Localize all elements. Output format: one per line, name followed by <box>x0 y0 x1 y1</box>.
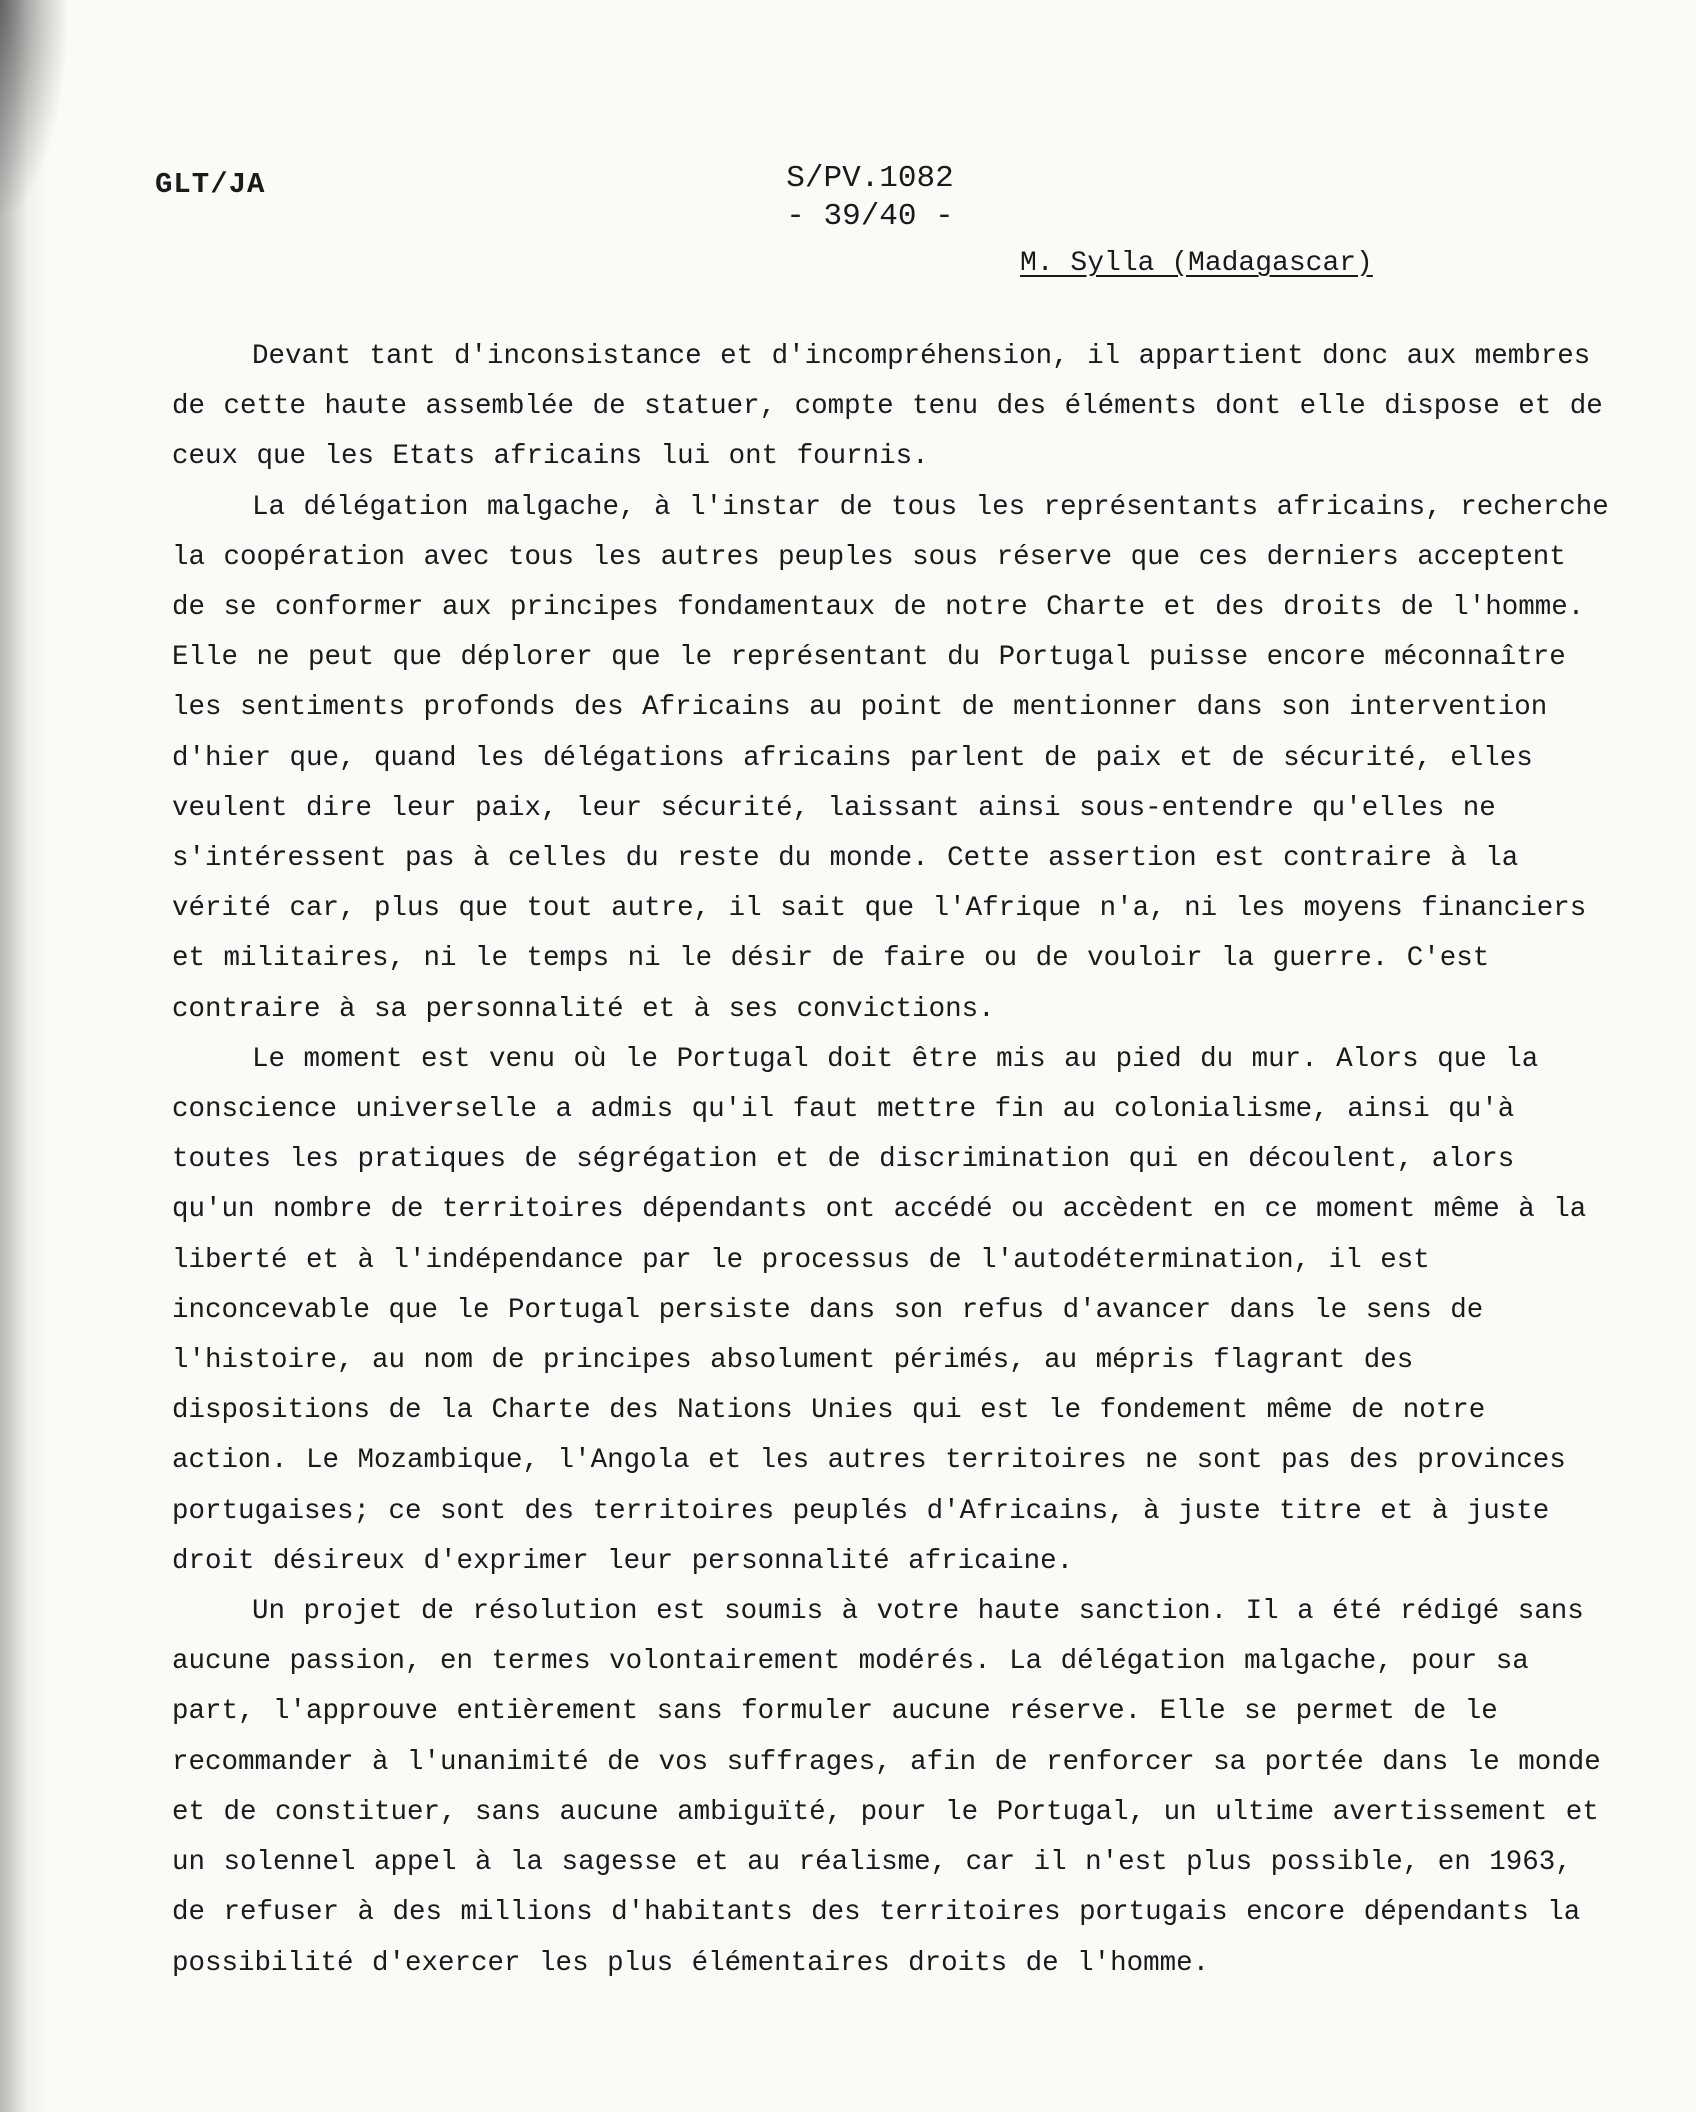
paragraph: La délégation malgache, à l'instar de tous les représentants africains, recherche la coopération avec tous les autres peuples sous réserve que ces derniers acceptent de se conformer aux principes fondamentaux de notre Charte et des droits de l'homme. Elle ne peut que déplorer que le représentant du Portugal puisse encore méconnaître les sentiments profonds des Africains au point de mentionner dans son intervention d'hier que, quand les délégations africains parlent de paix et de sécurité, elles veulent dire leur paix, leur sécurité, laissant ainsi sous-entendre qu'elles ne s'intéressent pas à celles du reste du monde. Cette assertion est contraire à la vérité car, plus que tout autre, il sait que l'Afrique n'a, ni les moyens financiers et militaires, ni le temps ni le désir de faire ou de vouloir la guerre. C'est contraire à sa personnalité et à ses convictions. <box>172 491 1609 1025</box>
paragraph: Un projet de résolution est soumis à votre haute sanction. Il a été rédigé sans aucune passion, en termes volontairement modérés. La délégation malgache, pour sa part, l'approuve entièrement sans formuler aucune réserve. Elle se permet de le recommander à l'unanimité de vos suffrages, afin de renforcer sa portée dans le monde et de constituer, sans aucune ambiguïté, pour le Portugal, un ultime avertissement et un solennel appel à la sagesse et au réalisme, car il n'est plus possible, en 1963, de refuser à des millions d'habitants des territoires portugais encore dépendants la possibilité d'exercer les plus élémentaires droits de l'homme. <box>172 1596 1601 1979</box>
document-header <box>770 160 970 236</box>
scan-corner-shadow <box>0 0 70 220</box>
typist-reference: GLT/JA <box>155 168 266 201</box>
page-number: - 39/40 - <box>786 199 954 234</box>
speaker-name: M. Sylla (Madagascar) <box>1020 248 1373 279</box>
speech-body <box>172 332 1612 1989</box>
paragraph: Devant tant d'inconsistance et d'incompréhension, il appartient donc aux membres de cette haute assemblée de statuer, compte tenu des éléments dont elle dispose et de ceux que les Etats africains lui ont fournis. <box>172 341 1603 473</box>
document-symbol: S/PV.1082 <box>786 161 954 196</box>
paragraph: Le moment est venu où le Portugal doit être mis au pied du mur. Alors que la conscience universelle a admis qu'il faut mettre fin au colonialisme, ainsi qu'à toutes les pratiques de ségrégation et de discrimination qui en découlent, alors qu'un nombre de territoires dépendants ont accédé ou accèdent en ce moment même à la liberté et à l'indépendance par le processus de l'autodétermination, il est inconcevable que le Portugal persiste dans son refus d'avancer dans le sens de l'histoire, au nom de principes absolument périmés, au mépris flagrant des dispositions de la Charte des Nations Unies qui est le fondement même de notre action. Le Mozambique, l'Angola et les autres territoires ne sont pas des provinces portugaises; ce sont des territoires peuplés d'Africains, à juste titre et à juste droit désireux d'exprimer leur personnalité africaine. <box>172 1043 1587 1577</box>
scan-edge-shadow <box>0 0 46 2112</box>
